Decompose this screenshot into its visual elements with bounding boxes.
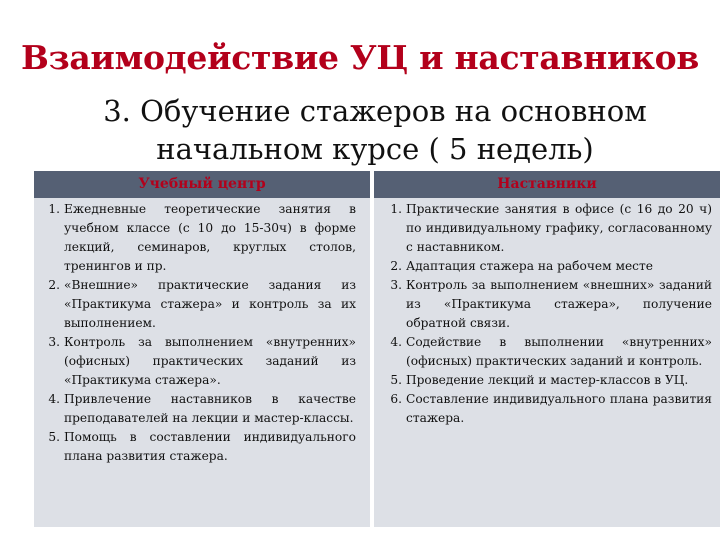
list-item-number: 1.	[48, 202, 60, 216]
page-title: Взаимодействие УЦ и наставников	[21, 38, 699, 77]
mentors-column	[376, 200, 712, 428]
list-item-number: 3.	[48, 335, 60, 349]
list-item-text: Ежедневные теоретические занятия в учебном классе (с 10 до 15-30ч) в форме лекций, семинаров, круглых столов, тренингов и пр.	[64, 202, 356, 273]
mentors-item	[390, 200, 712, 257]
list-item-text: Контроль за выполнением «внешних» заданий из «Практикума стажера», получение обратной связи.	[406, 278, 712, 330]
list-item-text: Адаптация стажера на рабочем месте	[406, 259, 653, 273]
list-item-text: Содействие в выполнении «внутренних» (офисных) практических заданий и контроль.	[406, 335, 712, 368]
list-item-number: 2.	[48, 278, 60, 292]
training-center-item	[48, 200, 356, 276]
list-item-number: 4.	[48, 392, 60, 406]
training-center-item	[48, 428, 356, 466]
header-mentors: Наставники	[497, 176, 597, 192]
list-item-number: 4.	[390, 335, 402, 349]
training-center-column	[34, 200, 356, 466]
list-item-text: Составление индивидуального плана развития стажера.	[406, 392, 712, 425]
list-item-number: 3.	[390, 278, 402, 292]
list-item-number: 2.	[390, 259, 402, 273]
table-header-row	[34, 171, 720, 198]
list-item-text: Привлечение наставников в качестве преподавателей на лекции и мастер-классы.	[64, 392, 356, 425]
mentors-item	[390, 333, 712, 371]
mentors-item	[390, 257, 712, 276]
list-item-number: 5.	[48, 430, 60, 444]
training-center-list	[34, 200, 356, 466]
mentors-item	[390, 390, 712, 428]
list-item-text: Помощь в составлении индивидуального плана развития стажера.	[64, 430, 356, 463]
list-item-text: Практические занятия в офисе (с 16 до 20 ч) по индивидуальному графику, согласованному с наставником.	[406, 202, 712, 254]
header-training-center: Учебный центр	[138, 176, 266, 192]
page-subtitle	[30, 92, 720, 168]
mentors-item	[390, 276, 712, 333]
list-item-number: 6.	[390, 392, 402, 406]
mentors-item	[390, 371, 712, 390]
training-center-item	[48, 276, 356, 333]
list-item-text: Контроль за выполнением «внутренних» (офисных) практических заданий из «Практикума стажера».	[64, 335, 356, 387]
list-item-number: 1.	[390, 202, 402, 216]
training-center-item	[48, 390, 356, 428]
training-center-item	[48, 333, 356, 390]
list-item-text: Проведение лекций и мастер-классов в УЦ.	[406, 373, 689, 387]
comparison-table	[34, 171, 720, 527]
column-divider	[370, 171, 374, 527]
subtitle-line-2: начальном курсе ( 5 недель)	[156, 132, 594, 166]
mentors-list	[376, 200, 712, 428]
list-item-text: «Внешние» практические задания из «Практикума стажера» и контроль за их выполнением.	[64, 278, 356, 330]
list-item-number: 5.	[390, 373, 402, 387]
subtitle-line-1: 3. Обучение стажеров на основном	[103, 94, 647, 128]
